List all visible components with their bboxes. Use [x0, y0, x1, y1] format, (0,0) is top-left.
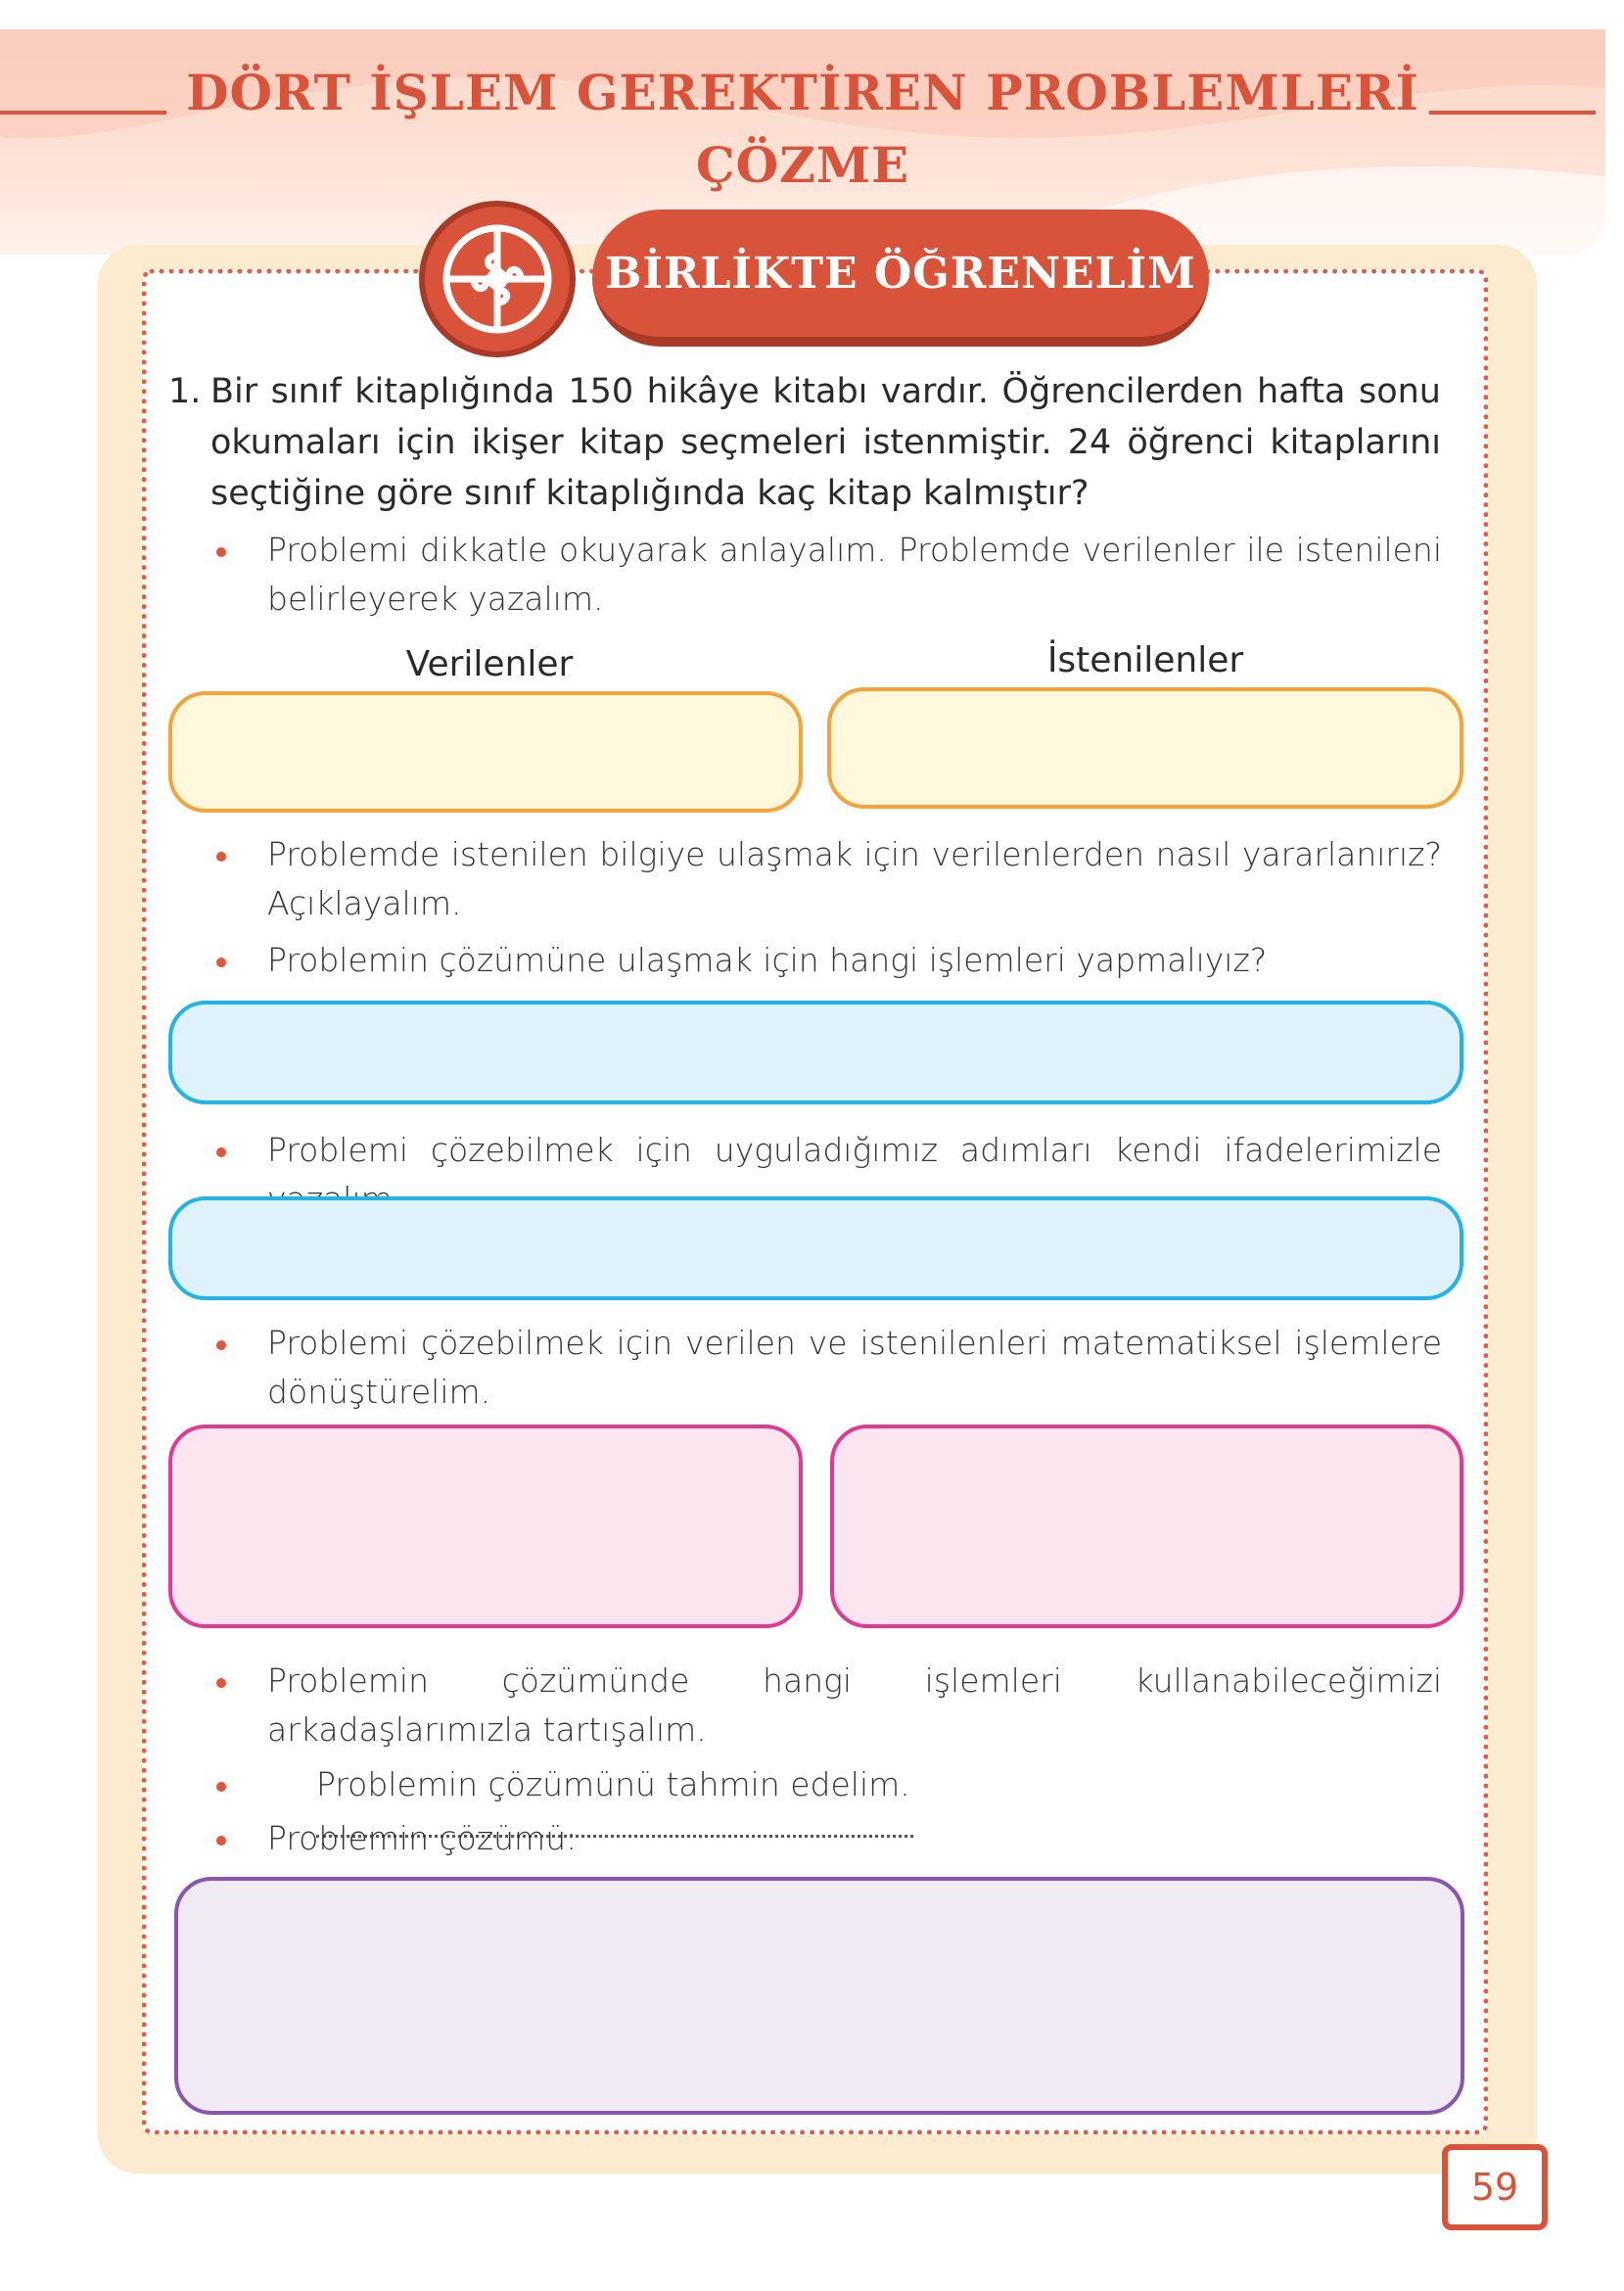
title-rule-left — [0, 111, 166, 115]
bullet-text: Problemi çözebilmek için uyguladığımız adımları kendi ifadelerimizle — [267, 1131, 1442, 1169]
bullet-text: Problemin çözümünde hangi işlemleri kullanabileceğimizi arkadaşlarımızla tartışalım. — [267, 1661, 1442, 1749]
givens-label: Verilenler — [405, 644, 574, 684]
question-number: 1. — [168, 372, 202, 411]
bullet-text: Problemi çözebilmek için verilen ve istenilenleri matematiksel işlemlere dönüştürelim. — [267, 1324, 1442, 1411]
bullet-text: Problemi dikkatle okuyarak anlayalım. Problemde verilenler ile istenileni belirleyerek yazalım. — [267, 531, 1442, 618]
bullet-operations — [218, 936, 1442, 985]
bullet-solution — [218, 1814, 1442, 1863]
page-title — [176, 57, 1429, 202]
question-1 — [168, 366, 1441, 519]
puzzle-icon — [419, 201, 576, 357]
steps-answer-box[interactable] — [168, 1196, 1463, 1300]
page-title-line2: ÇÖZME — [695, 136, 910, 194]
requested-label: İstenilenler — [1046, 640, 1244, 680]
bullet-understand — [218, 526, 1442, 624]
requested-answer-box[interactable] — [827, 687, 1463, 809]
bullet-text: Problemin çözümüne ulaşmak için hangi işlemleri yapmalıyız? — [267, 941, 1268, 979]
title-rule-right — [1429, 111, 1596, 115]
bullet-text: Problemde istenilen bilgiye ulaşmak için verilenlerden nasıl yararlanırız? Açıklayalım. — [267, 835, 1442, 922]
bullet-discuss — [218, 1657, 1442, 1754]
section-badge: BİRLİKTE ÖĞRENELİM — [592, 210, 1209, 347]
page-number: 59 — [1442, 2144, 1548, 2230]
question-text: Bir sınıf kitaplığında 150 hikâye kitabı vardır. Öğrencilerden hafta sonu okumaları için ikişer kitap seçmeleri istenmiştir. 24 öğrenci kitaplarını seçtiğine göre sınıf kitaplığında kaç kitap kalmıştır? — [210, 372, 1441, 513]
bullet-use-givens — [218, 830, 1442, 928]
page-title-line1: DÖRT İŞLEM GEREKTİREN PROBLEMLERİ — [186, 64, 1419, 121]
math-givens-box[interactable] — [168, 1425, 803, 1628]
operations-answer-box[interactable] — [168, 1001, 1463, 1104]
givens-answer-box[interactable] — [168, 691, 803, 813]
bullet-math-conversion — [218, 1319, 1442, 1417]
math-requested-box[interactable] — [830, 1425, 1463, 1628]
solution-answer-box[interactable] — [174, 1877, 1464, 2115]
bullet-text: Problemin çözümü: — [267, 1819, 578, 1857]
estimate-prompt: Problemin çözümünü tahmin edelim. — [316, 1765, 910, 1803]
